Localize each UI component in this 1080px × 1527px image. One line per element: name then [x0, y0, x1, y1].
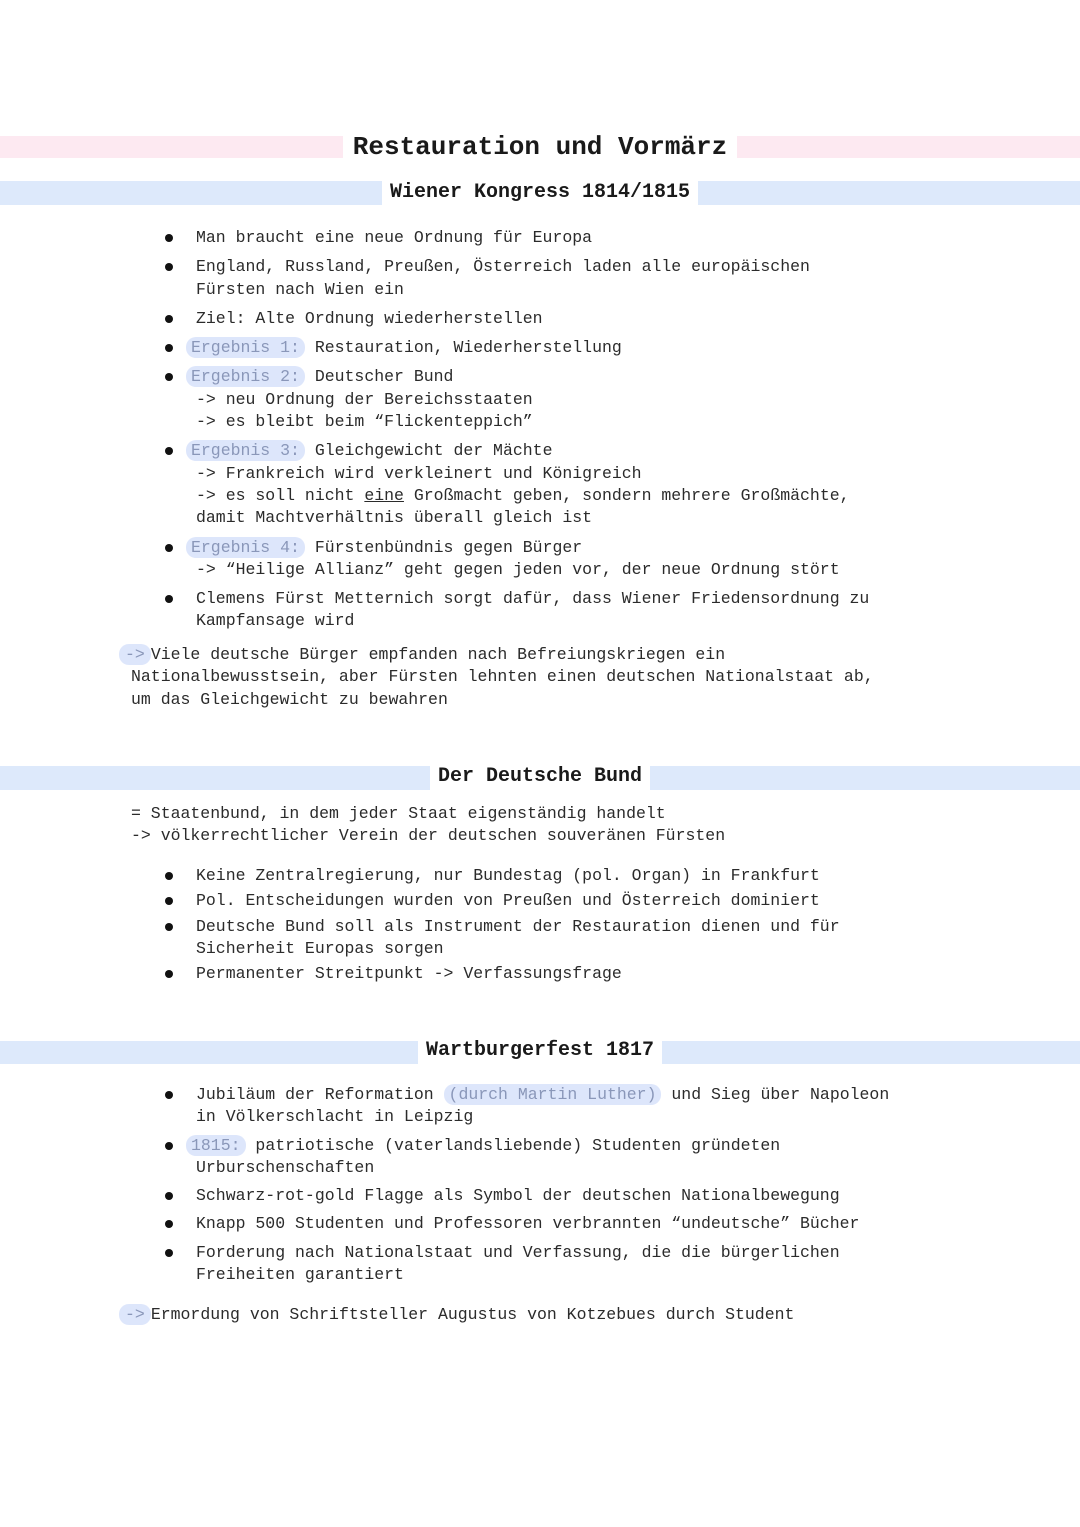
list-item: Ergebnis 1: Restauration, Wiederherstellung [0, 337, 1080, 359]
underlined-word: eine [364, 485, 404, 505]
heading-wrap-wartburg [0, 1038, 1080, 1064]
highlight-label: Ergebnis 1: [186, 337, 305, 358]
highlight-label: 1815: [186, 1135, 246, 1156]
highlight-label: Ergebnis 3: [186, 440, 305, 461]
highlight-phrase: (durch Martin Luther) [444, 1084, 662, 1105]
list-item: Man braucht eine neue Ordnung für Europa [0, 227, 1080, 249]
heading-wrap-wiener [0, 180, 1080, 206]
arrow-highlight: -> [119, 644, 151, 665]
list-item: Ergebnis 3: Gleichgewicht der Mächte -> Frankreich wird verkleinert und Königreich -> es soll nicht eine Großmacht geben, sondern mehrere Großmächte, damit Machtverhältnis überall gleich ist [0, 440, 1080, 529]
list-item: Jubiläum der Reformation (durch Martin Luther) und Sieg über Napoleon in Völkerschlacht in Leipzig [0, 1084, 1080, 1129]
page-title-wrap [0, 132, 1080, 162]
list-item: Deutsche Bund soll als Instrument der Restauration dienen und für Sicherheit Europas sorgen [0, 916, 1080, 961]
list-item: Schwarz-rot-gold Flagge als Symbol der deutschen Nationalbewegung [0, 1185, 1080, 1207]
page-title: Restauration und Vormärz [343, 132, 737, 162]
list-item: Pol. Entscheidungen wurden von Preußen und Österreich dominiert [0, 890, 1080, 912]
list-item: 1815: patriotische (vaterlandsliebende) Studenten gründeten Urburschenschaften [0, 1135, 1080, 1180]
section-heading-wartburg: Wartburgerfest 1817 [418, 1038, 662, 1064]
section-heading-wiener: Wiener Kongress 1814/1815 [382, 180, 698, 206]
highlight-label: Ergebnis 4: [186, 537, 305, 558]
bund-definition: = Staatenbund, in dem jeder Staat eigenständig handelt -> völkerrechtlicher Verein der deutschen souveränen Fürsten [131, 804, 726, 846]
list-item: Permanenter Streitpunkt -> Verfassungsfrage [0, 963, 1080, 985]
list-item: England, Russland, Preußen, Österreich laden alle europäischen Fürsten nach Wien ein [0, 256, 1080, 301]
bund-list [0, 865, 1080, 985]
list-item: Keine Zentralregierung, nur Bundestag (pol. Organ) in Frankfurt [0, 865, 1080, 887]
highlight-label: Ergebnis 2: [186, 366, 305, 387]
list-item: Ergebnis 2: Deutscher Bund -> neu Ordnung der Bereichsstaaten -> es bleibt beim “Flickenteppich” [0, 366, 1080, 433]
section-heading-bund: Der Deutsche Bund [430, 764, 650, 790]
wartburg-conclusion: -> Ermordung von Schriftsteller Augustus von Kotzebues durch Student [131, 1304, 991, 1326]
arrow-highlight: -> [119, 1304, 151, 1325]
list-item: Forderung nach Nationalstaat und Verfassung, die die bürgerlichen Freiheiten garantiert [0, 1242, 1080, 1287]
wiener-conclusion: -> Viele deutsche Bürger empfanden nach Befreiungskriegen ein Nationalbewusstsein, aber Fürsten lehnten einen deutschen Nationalstaat ab, um das Gleichgewicht zu bewahren [131, 644, 991, 711]
list-item: Clemens Fürst Metternich sorgt dafür, dass Wiener Friedensordnung zu Kampfansage wird [0, 588, 1080, 633]
list-item: Knapp 500 Studenten und Professoren verbrannten “undeutsche” Bücher [0, 1213, 1080, 1235]
heading-wrap-bund [0, 764, 1080, 790]
list-item: Ergebnis 4: Fürstenbündnis gegen Bürger -> “Heilige Allianz” geht gegen jeden vor, der neue Ordnung stört [0, 537, 1080, 582]
list-item: Ziel: Alte Ordnung wiederherstellen [0, 308, 1080, 330]
wiener-list [0, 227, 1080, 633]
wartburg-list [0, 1084, 1080, 1286]
